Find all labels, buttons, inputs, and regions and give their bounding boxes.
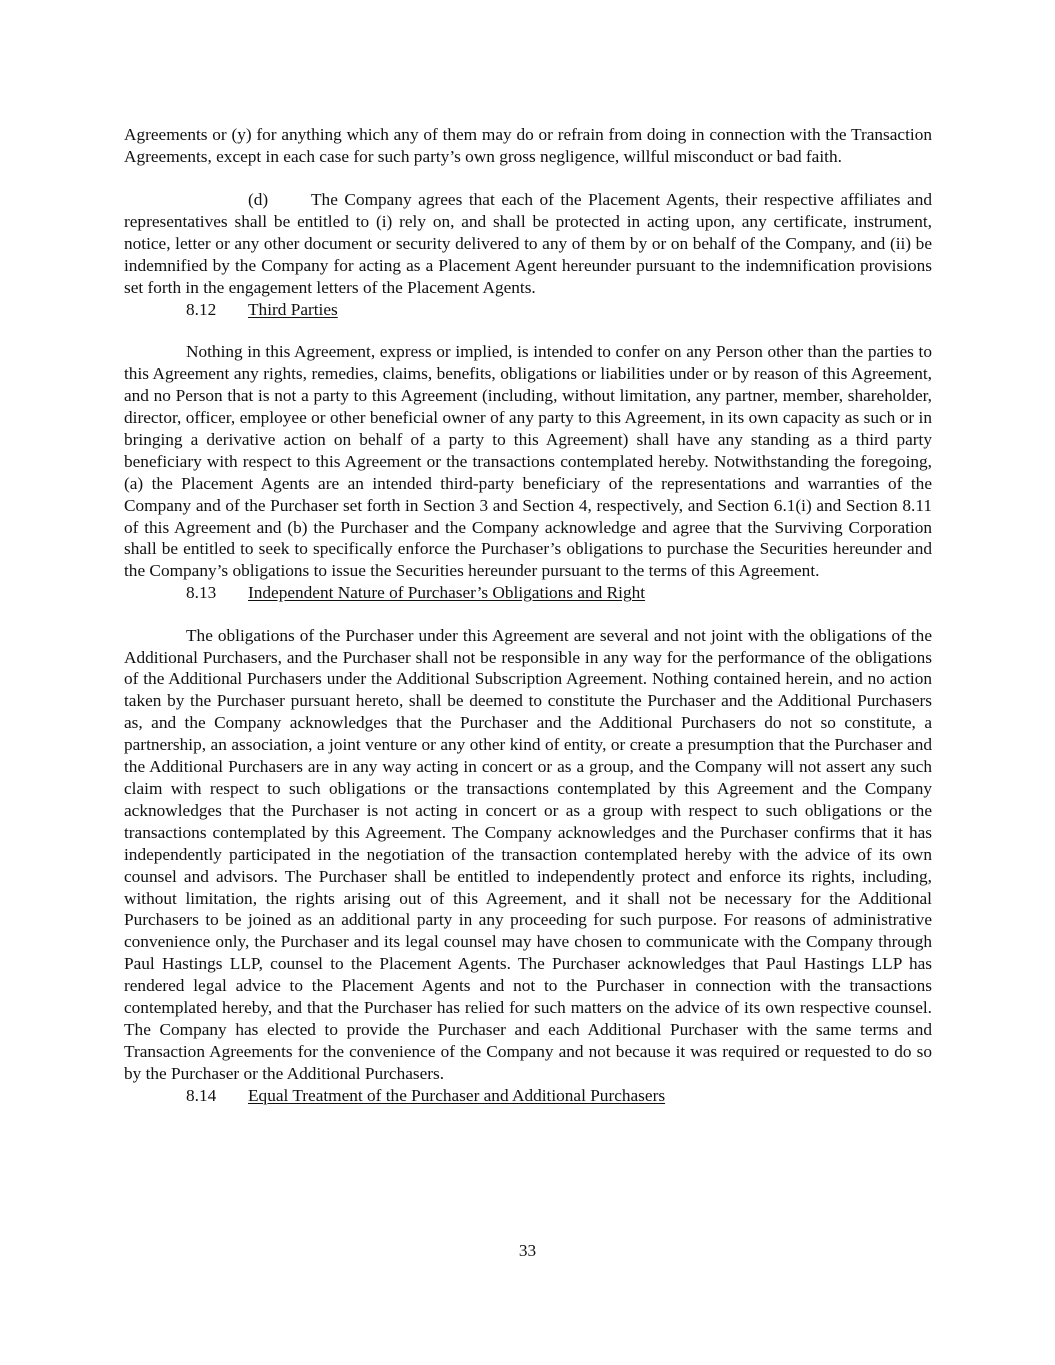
section-heading-8-12 [124, 299, 932, 321]
section-number: 8.13 [186, 583, 217, 603]
section-body-8-13: The obligations of the Purchaser under this Agreement are several and not joint with the obligations of the Additional Purchasers, and the Purchaser shall not be responsible in any way for the performance of the obligations of the Additional Purchasers under the Additional Subscription Agreement. Nothing contained herein, and no action taken by the Purchaser pursuant hereto, shall be deemed to constitute the Purchaser and the Additional Purchasers as, and the Company acknowledges that the Purchaser and the Additional Purchasers do not so constitute, a partnership, an association, a joint venture or any other kind of entity, or create a presumption that the Purchaser and the Additional Purchasers are in any way acting in concert or as a group, and the Company will not assert any such claim with respect to such obligations or the transactions contemplated by this Agreement and the Company acknowledges that the Purchaser is not acting in concert or as a group with respect to such obligations or the transactions contemplated by this Agreement. The Company acknowledges and the Purchaser confirms that it has independently participated in the negotiation of the transaction contemplated hereby with the advice of its own counsel and advisors. The Purchaser shall be entitled to independently protect and enforce its rights, including, without limitation, the rights arising out of this Agreement, and it shall not be necessary for the Additional Purchasers to be joined as an additional party in any proceeding for such purpose. For reasons of administrative convenience only, the Purchaser and its legal counsel may have chosen to communicate with the Company through Paul Hastings LLP, counsel to the Placement Agents. The Purchaser acknowledges that Paul Hastings LLP has rendered legal advice to the Placement Agents and not to the Purchaser in connection with the transactions contemplated hereby, and that the Purchaser has relied for such matters on the advice of its own respective counsel. The Company has elected to provide the Purchaser and each Additional Purchaser with the same terms and Transaction Agreements for the convenience of the Company and not because it was required or requested to do so by the Purchaser or the Additional Purchasers. [124, 625, 932, 1083]
document-page [124, 124, 932, 1107]
paragraph-d-label: (d) [248, 190, 269, 210]
section-title: Third Parties [248, 299, 338, 319]
section-number: 8.14 [186, 1085, 217, 1105]
paragraph-d [124, 189, 932, 299]
section-body-8-12: Nothing in this Agreement, express or implied, is intended to confer on any Person other than the parties to this Agreement any rights, remedies, claims, benefits, obligations or liabilities under or by reason of this Agreement, and no Person that is not a party to this Agreement (including, without limitation, any partner, member, shareholder, director, officer, employee or other beneficial owner of any party to this Agreement, in its own capacity as such or in bringing a derivative action on behalf of a party to this Agreement) shall have any standing as a third party beneficiary with respect to this Agreement or the transactions contemplated hereby. Notwithstanding the foregoing, (a) the Placement Agents are an intended third-party beneficiary of the representations and warranties of the Company and of the Purchaser set forth in Section 3 and Section 4, respectively, and Section 6.1(i) and Section 8.11 of this Agreement and (b) the Purchaser and the Company acknowledge and agree that the Surviving Corporation shall be entitled to seek to specifically enforce the Purchaser’s obligations to purchase the Securities hereunder and the Company’s obligations to issue the Securities hereunder pursuant to the terms of this Agreement. [124, 342, 932, 581]
section-title: Independent Nature of Purchaser’s Obligations and Right [248, 583, 646, 603]
page-number: 33 [518, 1241, 537, 1260]
paragraph-continuation: Agreements or (y) for anything which any of them may do or refrain from doing in connection with the Transaction Agreements, except in each case for such party’s own gross negligence, willful misconduct or bad faith. [124, 125, 932, 166]
section-number: 8.12 [186, 299, 217, 319]
paragraph-d-text: The Company agrees that each of the Placement Agents, their respective affiliates and representatives shall be entitled to (i) rely on, and shall be protected in acting upon, any certificate, instrument, notice, letter or any other document or security delivered to any of them by or on behalf of the Company, and (ii) be indemnified by the Company for acting as a Placement Agent hereunder pursuant to the indemnification provisions set forth in the engagement letters of the Placement Agents. [124, 190, 932, 297]
section-title: Equal Treatment of the Purchaser and Additional Purchasers [248, 1085, 666, 1105]
section-heading-8-14 [124, 1085, 932, 1107]
section-heading-8-13 [124, 582, 932, 604]
